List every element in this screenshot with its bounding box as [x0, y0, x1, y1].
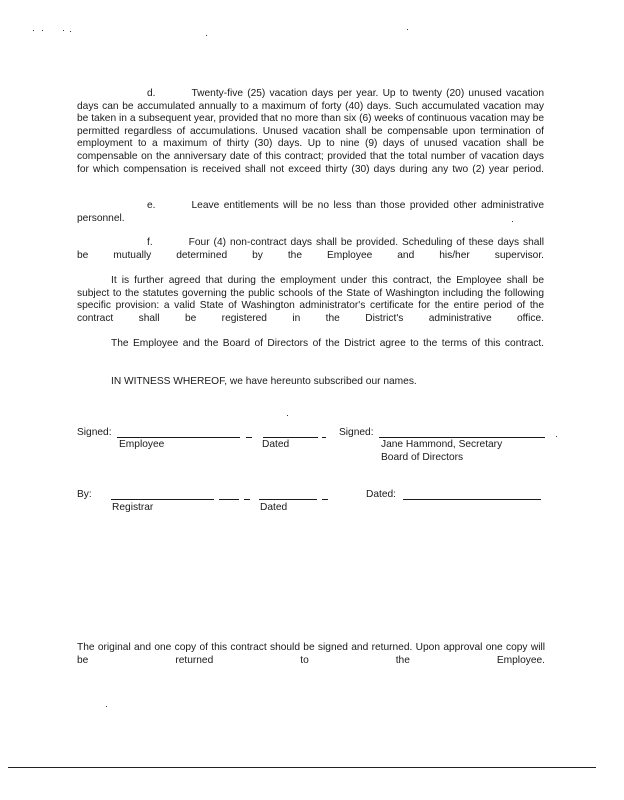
footer-note-text: The original and one copy of this contract should be signed and returned. Upon approval one copy will be returned to the Employee. — [77, 642, 545, 666]
clause-e-marker: e. — [147, 200, 156, 211]
clause-d-text: Twenty-five (25) vacation days per year. Up to twenty (20) unused vacation days can be accumulated annually to a maximum of forty (40) days. Such accumulated vacation may be taken in a subsequent year, provided that no more than six (6) weeks of continuous vacation may be permitted regardless of accumulations. Unused vacation shall be compensable upon termination of employment to a maximum of thirty (30) days. Up to nine (9) days of unused vacation shall be compensable on the anniversary date of this contract; provided that the total number of vacation days for which compensation is received shall not exceed thirty (30) days during any two (2) year period. — [77, 88, 544, 175]
witness-statement: IN WITNESS WHEREOF, we have hereunto subscribed our names. — [111, 376, 417, 387]
scan-speck — [407, 29, 408, 30]
signature-line-tick — [246, 437, 252, 438]
agreement-text: The Employee and the Board of Directors of the District agree to the terms of this contract. — [111, 338, 544, 349]
dated-caption-2: Dated — [260, 502, 288, 513]
scan-speck — [70, 31, 71, 32]
employee-caption: Employee — [119, 439, 165, 450]
clause-d-marker: d. — [147, 88, 156, 99]
clause-d — [77, 88, 544, 189]
signature-line-tick — [244, 499, 250, 500]
scan-speck — [33, 30, 34, 31]
signature-line-tick — [322, 499, 328, 500]
signed-label-left: Signed: — [77, 427, 112, 438]
secretary-title: Board of Directors — [381, 452, 464, 463]
scan-speck — [556, 436, 557, 437]
dated-caption-1: Dated — [262, 439, 290, 450]
clause-e-text: Leave entitlements will be no less than those provided other administrative personnel. — [77, 200, 544, 224]
statutes-paragraph — [77, 275, 544, 338]
registrar-signature-line[interactable] — [111, 499, 214, 500]
secretary-signature-line[interactable] — [379, 437, 545, 438]
board-date-line[interactable] — [403, 499, 541, 500]
registrar-date-line[interactable] — [259, 499, 317, 500]
by-label: By: — [77, 489, 92, 500]
clause-f-marker: f. — [147, 237, 153, 248]
scan-speck — [42, 30, 43, 31]
scan-speck — [63, 30, 64, 31]
signed-label-right: Signed: — [339, 427, 374, 438]
agreement-paragraph — [77, 338, 544, 363]
employee-date-line[interactable] — [263, 437, 318, 438]
clause-f — [77, 237, 544, 275]
scan-speck — [106, 706, 107, 707]
footer-note — [77, 642, 545, 680]
registrar-caption: Registrar — [112, 502, 154, 513]
clause-f-text: Four (4) non-contract days shall be provided. Scheduling of these days shall be mutually determined by the Employee and his/her supervisor. — [77, 237, 544, 261]
employee-signature-line[interactable] — [117, 437, 240, 438]
clause-e — [77, 200, 544, 238]
page-bottom-rule — [8, 767, 596, 768]
signature-line-tick — [322, 437, 326, 438]
dated-label: Dated: — [366, 489, 397, 500]
scan-speck — [206, 35, 207, 36]
statutes-text: It is further agreed that during the employment under this contract, the Employee shall be subject to the statutes governing the public schools of the State of Washington including the following specific provision: a valid State of Washington administrator's certificate for the entire period of the contract shall be registered in the District's administrative office. — [77, 275, 544, 324]
secretary-name: Jane Hammond, Secretary — [381, 439, 503, 450]
scan-speck — [287, 415, 288, 416]
registrar-signature-line-extension — [219, 499, 239, 500]
